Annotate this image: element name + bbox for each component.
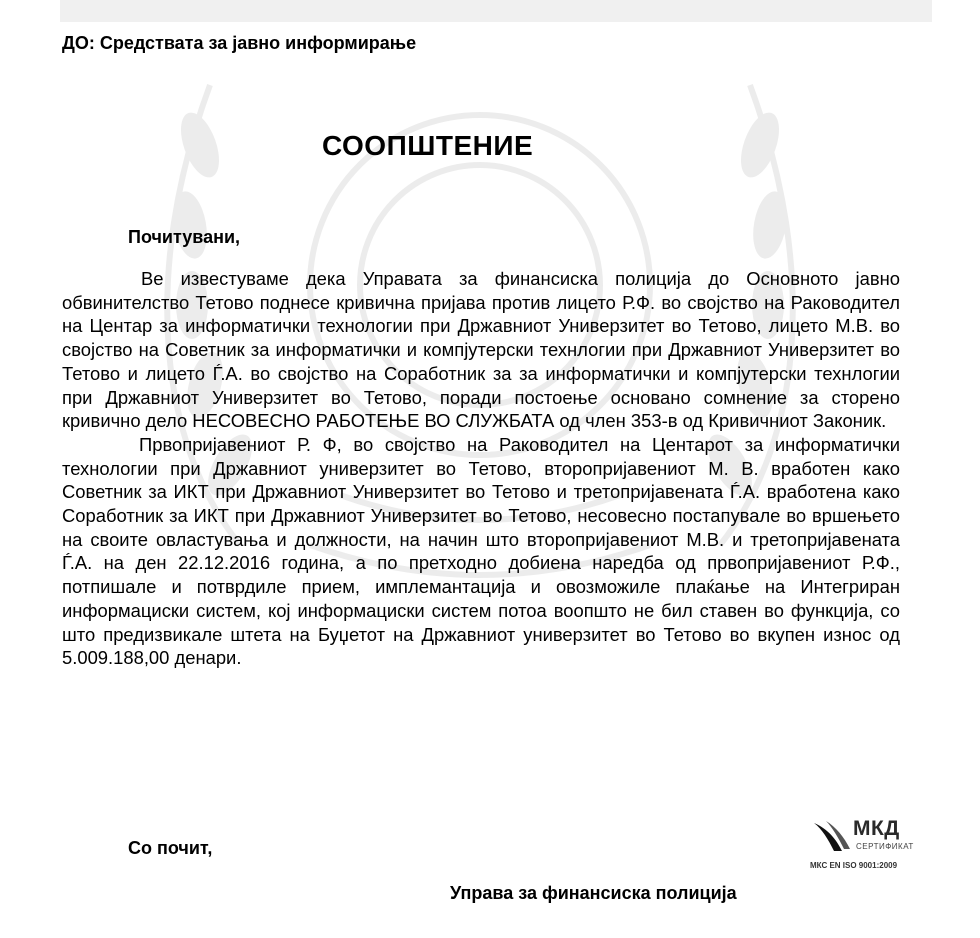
certification-name: МКД	[853, 817, 900, 840]
mkd-certificate-logo-icon	[812, 819, 852, 855]
top-gray-bar	[60, 0, 932, 22]
body-paragraph-2: Првопријавениот Р. Ф, во својство на Раководител на Центарот за информатички технологии при Државниот универзитет во Тетово, второпријавениот М. В. вработен како Советник за ИКТ при Државниот Универзитет во Тетово и третопријавената Ѓ.А. вработена како Соработник за ИКТ при Државниот Универзитет во Тетово, несовесно постапувале во вршењето на своите овластувања и должности, на начин што второпријавениот М.В. и третопријавената Ѓ.А. на ден 22.12.2016 година, а по претходно добиена наредба од првопријавениот Р.Ф., потпишале и потврдиле прием, имплемантација и овозможиле плаќање на Интегриран информациски систем, кој информациски систем потоа воопшто не бил ставен во функција, со што предизвикале штета на Буџетот на Државниот универзитет во Тетово во вкупен износ од 5.009.188,00 денари.	[62, 433, 900, 669]
certification-mark	[808, 815, 918, 875]
closing-salutation: Со почит,	[128, 838, 213, 858]
certification-subtitle: СЕРТИФИКАТ	[856, 842, 914, 851]
greeting: Почитувани,	[128, 227, 241, 247]
document-title: СООПШТЕНИЕ	[322, 130, 534, 161]
certification-standard: МКС EN ISO 9001:2009	[810, 861, 898, 870]
recipient-line: ДО: Средствата за јавно информирање	[62, 33, 417, 53]
body-paragraph-1: Ве известуваме дека Управата за финансиска полиција до Основното јавно обвинителство Тетово поднесе кривична пријава против лицето Р.Ф. во својство на Раководител на Центар за информатички технологии при Државниот Универзитет во Тетово, лицето М.В. во својство на Советник за информатички и компјутерски технлогии при Државниот Универзитет во Тетово и лицето Ѓ.А. во својство на Соработник за за информатички и компјутерски технлогии при Државниот Универзитет во Тетово, поради постоење основано сомнение за сторено кривично дело НЕСОВЕСНО РАБОТЕЊЕ ВО СЛУЖБАТА од член 353-в од Кривичниот Законик.	[62, 268, 900, 432]
signature-institution: Управа за финансиска полиција	[450, 883, 737, 903]
document-body	[62, 267, 900, 670]
